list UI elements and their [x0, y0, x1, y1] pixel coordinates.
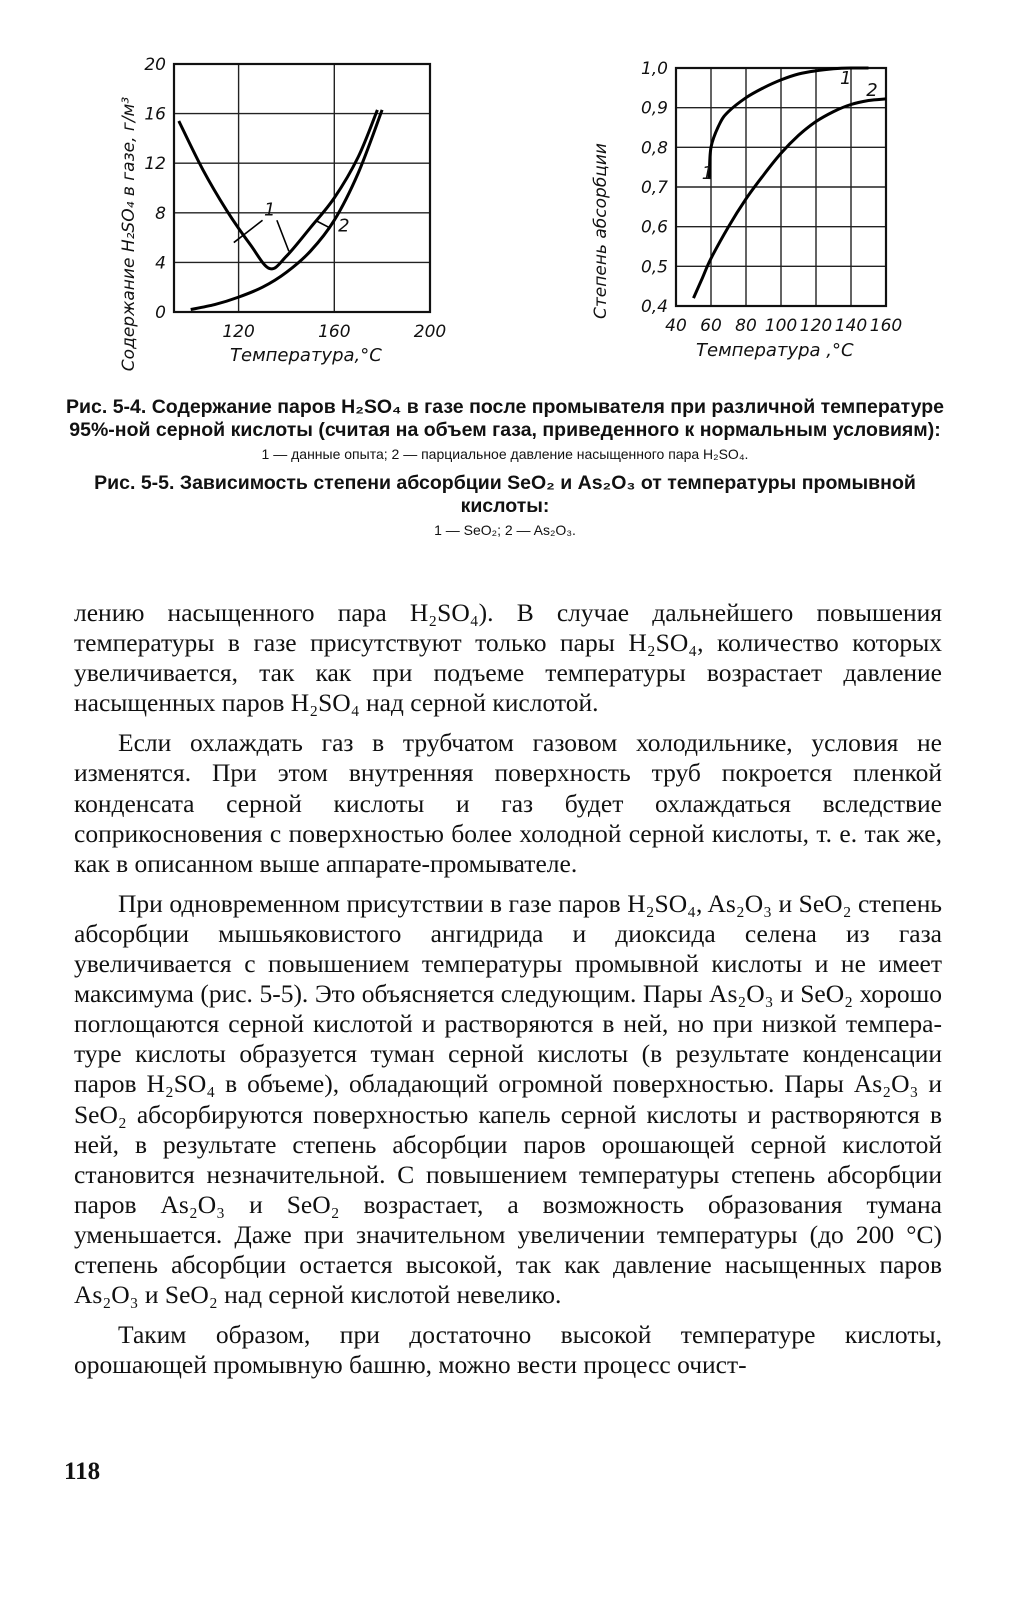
x-tick-label: 100 [764, 316, 798, 336]
x-tick-label: 160 [318, 322, 351, 342]
y-tick-label: 1,0 [640, 59, 668, 79]
y-tick-label: 4 [155, 253, 166, 274]
paragraph: лению насыщенного пара H₂SO₄). В случае дальнейшего повышения температуры в газе присутствуют только пары H₂SO₄, количество которых увеличивается, так как при подъеме температуры возрастает давление насыщенных паров H₂SO₄ над серной кислотой. [74, 598, 942, 718]
series-group [179, 110, 382, 310]
figure-5-5-chart [580, 56, 910, 366]
y-tick-label: 0,6 [640, 217, 668, 238]
series-line-1 [179, 110, 378, 269]
caption-fig-5-5: Рис. 5-5. Зависимость степени абсорбции SeO₂ и As₂O₃ от температуры промывной кислоты: [94, 472, 916, 517]
y-tick-label: 0,4 [640, 297, 668, 317]
body-text [74, 598, 942, 1390]
curve-label: 2 [338, 215, 350, 237]
y-tick-label: 0,9 [640, 98, 668, 119]
x-tick-label: 40 [665, 316, 687, 336]
paragraph: Таким образом, при достаточно высокой температуре кислоты, орошающей промывную башню, можно вести процесс очист- [74, 1320, 942, 1380]
caption-fig-5-4-key: 1 — данные опыта; 2 — парциальное давление насыщенного пара H₂SO₄. [261, 446, 749, 462]
series-group [694, 68, 887, 298]
x-axis-label: Температура,°С [230, 345, 382, 366]
paragraph: Если охлаждать газ в трубчатом газовом холодильнике, условия не изменятся. При этом внутренняя поверхность труб покроется пленкой конденсата серной кислоты и газ будет охлаждаться вследствие соприкосновения с поверхностью более холодной серной кислоты, т. е. так же, как в описанном выше аппарате-промывателе. [74, 728, 942, 878]
curve-label: 2 [866, 79, 878, 101]
leader-line [277, 220, 289, 251]
y-tick-label: 0,8 [640, 138, 668, 159]
paragraph: При одновременном присутствии в газе паров H₂SO₄, As₂O₃ и SeO₂ степень абсорбции мышьяковистого ангидрида и диоксида селена из газа увеличивается с повышением температуры промывной кислоты и не имеет максимума (рис. 5-5). Это объясняется следующим. Пары As₂O₃ и SeO₂ хорошо поглощаются серной кислотой и растворяются в ней, но при низкой температуре кислоты образуется туман серной кислоты (в результате конденсации паров H₂SO₄ в объеме), обладающий огромной поверхностью. Пары As₂O₃ и SeO₂ абсорбируются поверхностью капель серной кислоты и растворяются в ней, в результате степень абсорбции паров орошающей серной кислотой становится незначительной. С повышением температуры степень абсорбции паров As₂O₃ и SeO₂ возрастает, а возможность образования тумана уменьшается. Даже при значительном увеличении температуры (до 200 °С) степень абсорбции остается высокой, так как давление насыщенных паров As₂O₃ и SeO₂ над серной кислотой невелико. [74, 888, 942, 1310]
curve-label: 1 [263, 199, 276, 221]
caption-fig-5-5-key: 1 — SeO₂; 2 — As₂O₃. [434, 522, 576, 538]
x-tick-label: 140 [834, 316, 868, 336]
y-tick-label: 8 [155, 203, 166, 224]
x-tick-label: 200 [413, 322, 447, 342]
y-tick-label: 12 [144, 154, 166, 175]
y-tick-label: 0,5 [640, 257, 668, 278]
x-tick-label: 120 [222, 322, 255, 342]
y-tick-label: 0 [155, 303, 166, 323]
x-axis-label: Температура ,°С [696, 340, 854, 361]
series-line-2 [191, 110, 382, 310]
y-axis-label: Содержание H₂SO₄ в газе, г/м³ [119, 96, 139, 372]
y-tick-label: 16 [144, 104, 166, 125]
y-tick-label: 20 [144, 55, 166, 75]
x-tick-label: 120 [799, 316, 833, 336]
caption-fig-5-4: Рис. 5-4. Содержание паров H₂SO₄ в газе после промывателя при различной температуре 95%-ной серной кислоты (считая на объем газа, приведенного к нормальным условиям): [66, 396, 944, 441]
x-tick-label: 160 [869, 316, 903, 336]
x-tick-label: 80 [735, 316, 757, 336]
series-line-2 [694, 99, 887, 298]
x-tick-label: 60 [700, 316, 722, 336]
y-tick-label: 0,7 [640, 178, 668, 198]
y-axis-label: Степень абсорбции [591, 143, 611, 319]
figure-5-4-chart [110, 52, 447, 382]
page-number: 118 [64, 1458, 101, 1485]
curve-label: 1 [840, 67, 852, 89]
figure-captions [60, 396, 950, 548]
leader-line [315, 220, 329, 227]
curve-label: 1 [701, 163, 714, 185]
tick-labels [144, 55, 446, 342]
